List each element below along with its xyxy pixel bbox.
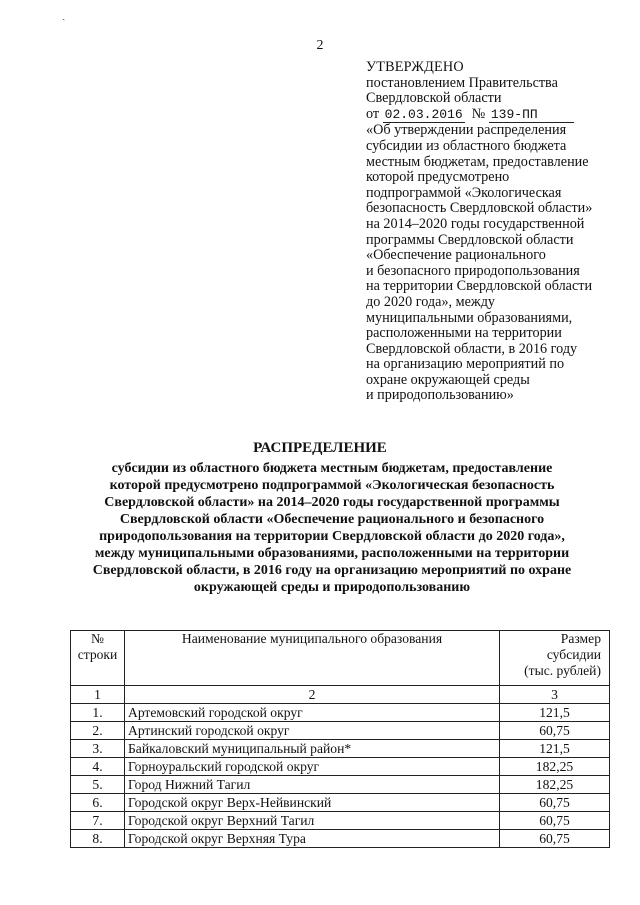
subtitle-line: Свердловской области «Обеспечение рационального и безопасного [119, 512, 545, 527]
approval-description-line: программы Свердловской области [366, 231, 574, 248]
subsidy-value-cell: 60,75 [500, 722, 610, 740]
index-cell: 3 [500, 686, 610, 704]
approval-description-line: Свердловской области, в 2016 году [366, 340, 578, 357]
municipality-name-cell: Городской округ Верхний Тагил [125, 812, 500, 830]
row-number-cell: 7. [71, 812, 125, 830]
header-row-number [71, 631, 125, 686]
approval-description-line: и природопользованию» [366, 387, 514, 404]
table-row [71, 704, 610, 722]
approval-description-line: «Об утверждении распределения [366, 122, 567, 139]
row-number-cell: 4. [71, 758, 125, 776]
municipality-name-cell: Городской округ Верх-Нейвинский [125, 794, 500, 812]
header-subsidy-amount [500, 631, 610, 686]
subsidy-value-cell: 121,5 [500, 740, 610, 758]
header-num-symbol: № [91, 631, 104, 646]
municipality-name-cell: Городской округ Верхняя Тура [125, 830, 500, 848]
header-municipality-name: Наименование муниципального образования [125, 631, 500, 686]
approval-description-line: на 2014–2020 годы государственной [366, 215, 585, 232]
table-index-row [71, 686, 610, 704]
subsidy-value-cell: 182,25 [500, 776, 610, 794]
approval-description-line: безопасность Свердловской области» [366, 200, 593, 217]
subtitle-line: которой предусмотрено подпрограммой «Экологическая безопасность [109, 478, 555, 493]
subtitle-line: природопользования на территории Свердловской области до 2020 года», [99, 529, 565, 544]
table-row [71, 740, 610, 758]
municipality-name-cell: Горноуральский городской округ [125, 758, 500, 776]
subtitle-line: Свердловской области, в 2016 году на организацию мероприятий по охране [92, 563, 572, 578]
distribution-table [70, 630, 610, 848]
municipality-name-cell: Город Нижний Тагил [125, 776, 500, 794]
document-title: РАСПРЕДЕЛЕНИЕ [253, 440, 387, 456]
row-number-cell: 2. [71, 722, 125, 740]
table-body [71, 704, 610, 848]
header-val-line-3: (тыс. рублей) [524, 663, 601, 678]
approval-description-line: расположенными на территории [366, 325, 562, 342]
header-num-word: строки [77, 647, 118, 662]
approval-description-line: на организацию мероприятий по [366, 356, 565, 373]
approval-description-line: охране окружающей среды [366, 371, 530, 388]
subtitle-line: Свердловской области» на 2014–2020 годы государственной программы [104, 495, 560, 510]
table-row [71, 776, 610, 794]
subsidy-value-cell: 60,75 [500, 794, 610, 812]
row-number-cell: 8. [71, 830, 125, 848]
document-subtitle [62, 460, 602, 596]
municipality-name-cell: Артинский городской округ [125, 722, 500, 740]
row-number-cell: 6. [71, 794, 125, 812]
index-cell: 1 [71, 686, 125, 704]
header-val-line-1: Размер [560, 631, 601, 646]
subsidy-value-cell: 60,75 [500, 812, 610, 830]
index-cell: 2 [125, 686, 500, 704]
approval-description-line: до 2020 года», между [366, 293, 496, 310]
approval-description-line: на территории Свердловской области [366, 278, 593, 295]
approval-description-line: субсидии из областного бюджета [366, 137, 567, 154]
subtitle-line: окружающей среды и природопользованию [193, 580, 471, 595]
page-number: 2 [316, 38, 324, 53]
row-number-cell: 1. [71, 704, 125, 722]
approval-description-line: подпрограммой «Экологическая [366, 184, 562, 201]
number-prefix: № [471, 105, 486, 122]
table-row [71, 794, 610, 812]
subtitle-line: между муниципальными образованиями, расположенными на территории [94, 546, 570, 561]
date-value: 02.03.2016 [384, 106, 463, 122]
row-number-cell: 3. [71, 740, 125, 758]
date-prefix: от [366, 105, 380, 122]
subsidy-value-cell: 182,25 [500, 758, 610, 776]
municipality-name-cell: Байкаловский муниципальный район* [125, 740, 500, 758]
table-row [71, 758, 610, 776]
approval-description-line: муниципальными образованиями, [366, 309, 573, 326]
approval-description-line: «Обеспечение рационального [366, 247, 546, 264]
approval-description-line: местным бюджетам, предоставление [366, 153, 589, 170]
table-header-row [71, 631, 610, 686]
header-val-line-2: субсидии [546, 647, 601, 662]
approval-title: УТВЕРЖДЕНО [366, 59, 464, 75]
approval-description-line: и безопасного природопользования [366, 262, 580, 279]
number-value: 139-ПП [490, 106, 538, 122]
table-row [71, 830, 610, 848]
table-row [71, 812, 610, 830]
approval-description-line: которой предусмотрено [366, 169, 510, 186]
scan-mark: ˎ [62, 10, 66, 21]
subsidy-value-cell: 121,5 [500, 704, 610, 722]
table-row [71, 722, 610, 740]
row-number-cell: 5. [71, 776, 125, 794]
subtitle-line: субсидии из областного бюджета местным бюджетам, предоставление [111, 461, 553, 476]
approval-block [366, 60, 626, 404]
approval-line-2: Свердловской области [366, 90, 502, 107]
approval-description [366, 123, 626, 404]
subsidy-value-cell: 60,75 [500, 830, 610, 848]
approval-date-line [366, 107, 626, 124]
municipality-name-cell: Артемовский городской округ [125, 704, 500, 722]
approval-line-1: постановлением Правительства [366, 74, 558, 91]
